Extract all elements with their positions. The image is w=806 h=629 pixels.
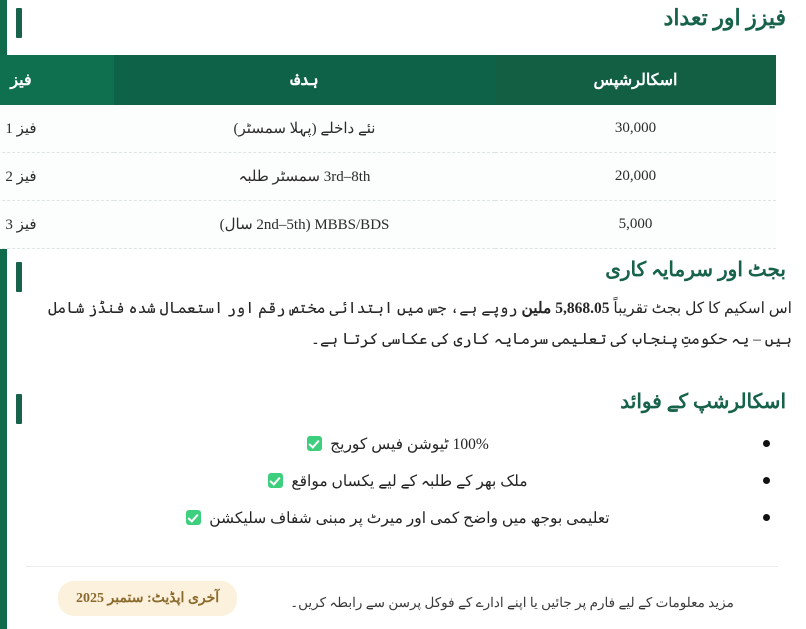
table-body xyxy=(0,105,776,249)
bullet-dot-icon xyxy=(763,440,770,447)
list-item xyxy=(22,464,770,501)
cell-target: نئے داخلے (پہلا سمسٹر) xyxy=(114,105,495,153)
page-title-block xyxy=(22,4,792,32)
bullet-dot-icon xyxy=(763,514,770,521)
column-header-phase: فیز xyxy=(0,55,114,105)
footer-note: مزید معلومات کے لیے فارم پر جائیں یا اپنے ادارے کے فوکل پرسن سے رابطہ کریں۔ xyxy=(290,595,734,610)
benefits-list xyxy=(22,427,792,537)
budget-heading-block xyxy=(22,258,792,283)
page-title: فیزز اور تعداد xyxy=(663,5,786,30)
phases-and-counts-table xyxy=(0,55,776,249)
budget-paragraph xyxy=(22,293,792,355)
table-header-row xyxy=(0,55,776,105)
list-item xyxy=(22,501,770,538)
cell-scholarships: 5,000 xyxy=(495,201,776,249)
benefits-accent-bar xyxy=(16,394,22,424)
budget-text-after: روپے ہے، جس میں ابتدائی مختص رقم اور استعمال شدہ فنڈز شامل ہیں – یہ حکومتِ پنجاب کی تعلیمی سرمایہ کاری کی عکاسی کرتا ہے۔ xyxy=(48,300,792,348)
budget-amount: 5,868.05 ملین xyxy=(521,300,610,317)
list-item xyxy=(22,427,770,464)
benefits-section xyxy=(22,390,792,537)
benefit-text: ملک بھر کے طلبہ کے لیے یکساں مواقع xyxy=(291,472,528,490)
benefits-heading-block xyxy=(22,390,792,415)
benefit-text: تعلیمی بوجھ میں واضح کمی اور میرٹ پر مبنی شفاف سلیکشن xyxy=(209,509,610,527)
table-header xyxy=(0,55,776,105)
cell-phase: فیز 1 xyxy=(0,105,114,153)
column-header-scholarships: اسکالرشپس xyxy=(495,55,776,105)
budget-text-before: اس اسکیم کا کل بجٹ تقریباً xyxy=(609,300,792,317)
check-mark-icon xyxy=(186,510,201,525)
budget-section xyxy=(22,258,792,355)
cell-scholarships: 30,000 xyxy=(495,105,776,153)
column-header-target: ہدف xyxy=(114,55,495,105)
cell-scholarships: 20,000 xyxy=(495,153,776,201)
benefits-heading: اسکالرشپ کے فوائد xyxy=(620,391,786,413)
check-mark-icon xyxy=(268,473,283,488)
cell-phase: فیز 3 xyxy=(0,201,114,249)
budget-accent-bar xyxy=(16,262,22,292)
cell-phase: فیز 2 xyxy=(0,153,114,201)
table-row xyxy=(0,201,776,249)
budget-heading: بجٹ اور سرمایہ کاری xyxy=(605,259,786,281)
cell-target: 3rd–8th سمسٹر طلبہ xyxy=(114,153,495,201)
cell-target: MBBS/BDS (2nd–5th سال) xyxy=(114,201,495,249)
footer-divider xyxy=(26,566,778,567)
check-mark-icon xyxy=(307,436,322,451)
bullet-dot-icon xyxy=(763,477,770,484)
benefit-text: 100% ٹیوشن فیس کوریج xyxy=(330,436,489,453)
last-update-badge: آخری اپڈیٹ: ستمبر 2025 xyxy=(58,581,237,616)
table-row xyxy=(0,105,776,153)
title-accent-bar xyxy=(16,8,22,38)
table-row xyxy=(0,153,776,201)
